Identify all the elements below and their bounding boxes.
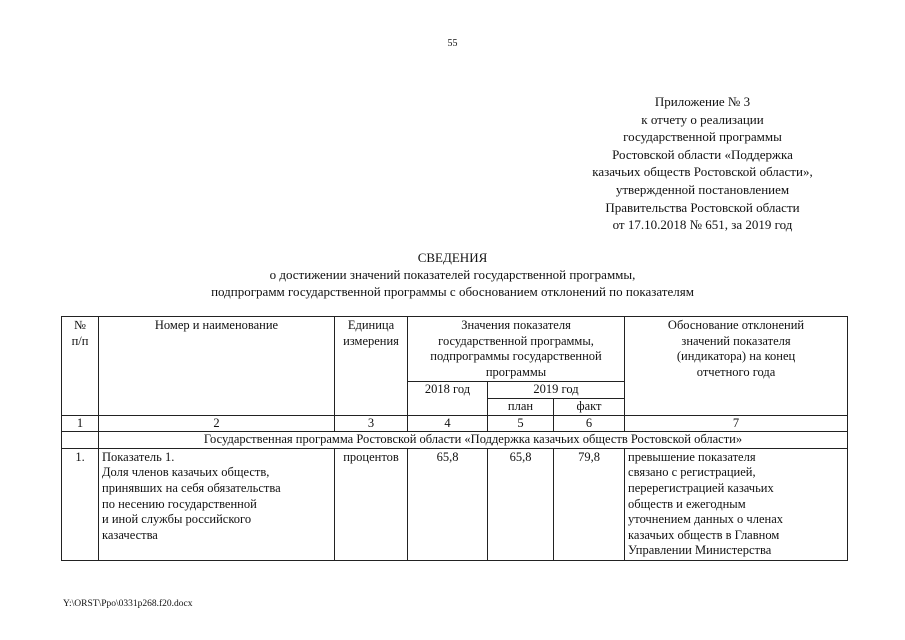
- header-justification: Обоснование отклонений значений показателя (индикатора) на конец отчетного года: [625, 317, 848, 416]
- footer-file-path: Y:\ORST\Ppo\0331p268.f20.docx: [63, 599, 193, 609]
- fact-2019: 79,8: [554, 448, 625, 560]
- appendix-block: [555, 93, 850, 234]
- table-row: [62, 448, 848, 560]
- header-values: Значения показателя государственной программы, подпрограммы государственной программы: [408, 317, 625, 382]
- appendix-line: государственной программы: [623, 129, 782, 145]
- header-year-2018: 2018 год: [408, 382, 488, 415]
- plan-2019: 65,8: [488, 448, 554, 560]
- appendix-line: казачьих обществ Ростовской области»,: [592, 164, 813, 180]
- column-number: 3: [335, 415, 408, 432]
- program-row: [62, 432, 848, 449]
- header-plan: план: [488, 398, 554, 415]
- column-number: 4: [408, 415, 488, 432]
- appendix-line: Ростовской области «Поддержка: [612, 146, 793, 162]
- header-fact: факт: [554, 398, 625, 415]
- appendix-line: от 17.10.2018 № 651, за 2019 год: [612, 217, 793, 233]
- report-subtitle-line: о достижении значений показателей государственной программы,: [269, 267, 636, 282]
- table-header-row: [62, 317, 848, 382]
- appendix-line: Приложение № 3: [654, 94, 751, 109]
- program-title: Государственная программа Ростовской области «Поддержка казачьих обществ Ростовской области»: [99, 432, 848, 449]
- report-heading: СВЕДЕНИЯ: [417, 250, 488, 265]
- indicator-name: Показатель 1. Доля членов казачьих обществ, принявших на себя обязательства по несению государственной и иной службы российского казачества: [99, 448, 335, 560]
- header-unit: Единица измерения: [335, 317, 408, 416]
- row-num: 1.: [62, 448, 99, 560]
- appendix-line: утвержденной постановлением: [615, 181, 790, 197]
- column-number: 5: [488, 415, 554, 432]
- deviation-justification: превышение показателя связано с регистрацией, перерегистрацией казачьих обществ и ежегодным уточнением данных о членах казачьих обществ в Главном Управлении Министерства: [625, 448, 848, 560]
- report-title: [0, 249, 905, 300]
- header-year-2019: 2019 год: [488, 382, 625, 399]
- column-number: 1: [62, 415, 99, 432]
- header-name: Номер и наименование: [99, 317, 335, 416]
- column-number: 2: [99, 415, 335, 432]
- column-number: 6: [554, 415, 625, 432]
- report-subtitle-line: подпрограмм государственной программы с обоснованием отклонений по показателям: [211, 284, 694, 299]
- column-numbers-row: [62, 415, 848, 432]
- indicator-unit: процентов: [335, 448, 408, 560]
- page-number: 55: [447, 38, 458, 49]
- column-number: 7: [625, 415, 848, 432]
- header-num: № п/п: [62, 317, 99, 416]
- value-2018: 65,8: [408, 448, 488, 560]
- appendix-line: Правительства Ростовской области: [605, 199, 800, 215]
- indicators-table: [61, 316, 848, 561]
- appendix-line: к отчету о реализации: [641, 111, 764, 127]
